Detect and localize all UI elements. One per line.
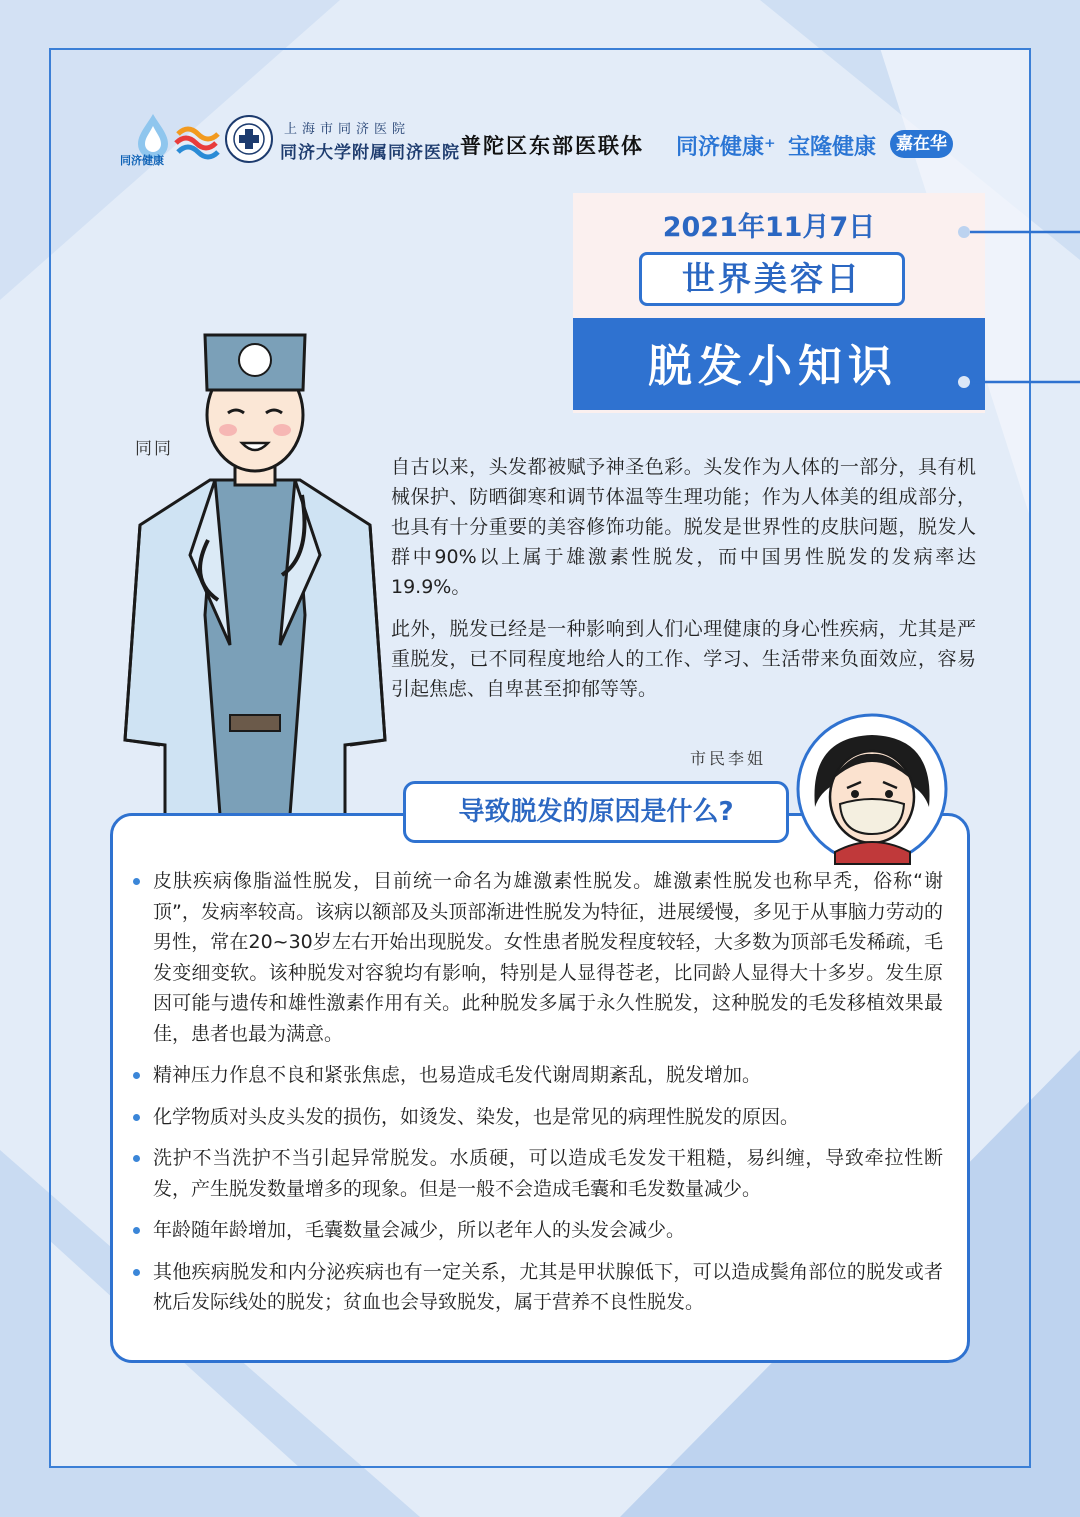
list-item [128, 1215, 943, 1246]
doctor-name: 同同 [135, 439, 173, 459]
intro-text [391, 452, 976, 716]
causes-question: 导致脱发的原因是什么? [403, 781, 789, 843]
cause-text: 化学物质对头皮头发的损伤，如烫发、染发，也是常见的病理性脱发的原因。 [153, 1105, 800, 1128]
bullet-icon [133, 1072, 140, 1079]
citizen-name: 市民李姐 [690, 749, 767, 768]
cause-text: 其他疾病脱发和内分泌疾病也有一定关系，尤其是甲状腺低下，可以造成鬓角部位的脱发或者枕后发际线处的脱发；贫血也会导致脱发，属于营养不良性脱发。 [153, 1260, 943, 1313]
cause-text: 年龄随年龄增加，毛囊数量会减少，所以老年人的头发会减少。 [153, 1219, 686, 1241]
hospital-seal-icon [224, 114, 274, 164]
list-item [128, 1143, 943, 1204]
bullet-icon [133, 1114, 140, 1121]
district-alliance: 普陀区东部医联体 [460, 133, 644, 158]
intro-paragraph: 此外，脱发已经是一种影响到人们心理健康的身心性疾病，尤其是严重脱发，已不同程度地给人的工作、学习、生活带来负面效应，容易引起焦虑、自卑甚至抑郁等等。 [391, 618, 976, 700]
connector-line-icon [956, 374, 1080, 390]
wave-logo-icon [172, 116, 222, 166]
bullet-icon [133, 1269, 140, 1276]
list-item [128, 1102, 943, 1133]
cause-text: 皮肤疾病像脂溢性脱发，目前统一命名为雄激素性脱发。雄激素性脱发也称早秃，俗称“谢顶”，发病率较高。该病以额部及头顶部渐进性脱发为特征，进展缓慢，多见于从事脑力劳动的男性，常在20~30岁左右开始出现脱发。女性患者脱发程度较轻，大多数为顶部毛发稀疏，毛发变细变软。该种脱发对容貌均有影响，特别是人显得苍老，比同龄人显得大十多岁。发生原因可能与遗传和雄性激素作用有关。此种脱发多属于永久性脱发，这种脱发的毛发移植效果最佳，患者也最为满意。 [153, 870, 943, 1045]
hospital-name-line2: 同济大学附属同济医院 [280, 143, 460, 163]
causes-list [128, 866, 943, 1329]
logo1-text: 同济健康 [120, 154, 164, 167]
bullet-icon [133, 878, 140, 885]
page-title: 脱发小知识 [648, 341, 898, 392]
event-name: 世界美容日 [639, 252, 905, 306]
intro-paragraph: 自古以来，头发都被赋予神圣色彩。头发作为人体的一部分，具有机械保护、防晒御寒和调节体温等生理功能；作为人体美的组成部分，也具有十分重要的美容修饰功能。脱发是世界性的皮肤问题，脱发人群中90%以上属于雄激素性脱发，而中国男性脱发的发病率达19.9%。 [391, 456, 976, 598]
cause-text: 洗护不当洗护不当引起异常脱发。水质硬，可以造成毛发发干粗糙，易纠缠，导致牵拉性断发，产生脱发数量增多的现象。但是一般不会造成毛囊和毛发数量减少。 [153, 1147, 943, 1200]
brand-tongji-health: 同济健康⁺ [676, 135, 776, 160]
bullet-icon [133, 1227, 140, 1234]
list-item [128, 1257, 943, 1318]
list-item [128, 1060, 943, 1091]
hospital-name-line1: 上海市同济医院 [284, 122, 411, 137]
cause-text: 精神压力作息不良和紧张焦虑，也易造成毛发代谢周期紊乱，脱发增加。 [153, 1064, 762, 1086]
event-date: 2021年11月7日 [662, 212, 876, 243]
brand-badge: 嘉在华 [890, 130, 953, 158]
connector-line-icon [956, 224, 1080, 240]
doctor-illustration [120, 315, 390, 815]
list-item [128, 866, 943, 1049]
brand-baolong-health: 宝隆健康 [788, 135, 877, 160]
header-logos [120, 108, 980, 178]
citizen-avatar [795, 712, 950, 867]
bullet-icon [133, 1155, 140, 1162]
